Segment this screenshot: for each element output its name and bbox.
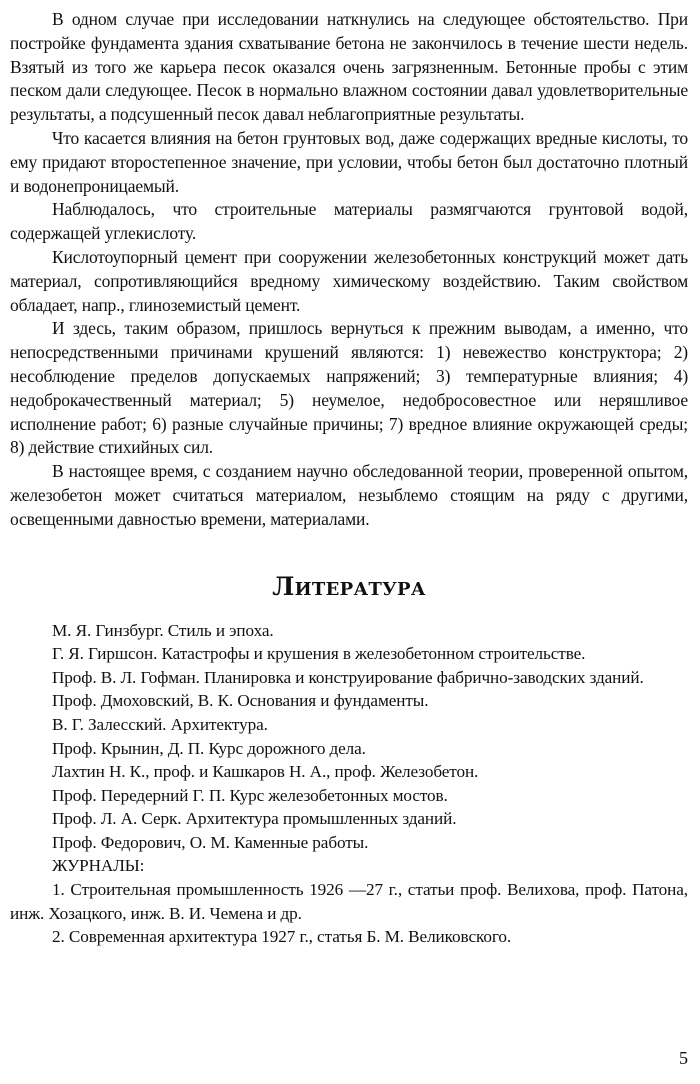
journals-label: ЖУРНАЛЫ: bbox=[52, 856, 145, 876]
paragraph: В одном случае при исследовании наткнулись на следующее обстоятельство. При постройке фундамента здания схватывание бетона не закончилось в течение шести недель. Взятый из того же карьера песок оказался очень загрязненным. Бетонные пробы с этим песком дали следующее. Песок в нормально влажном состоянии давал удовлетворительные результаты, а подсушенный песок давал неблагоприятные результаты. bbox=[10, 9, 688, 125]
paragraph: И здесь, таким образом, пришлось вернуться к прежним выводам, а именно, что непосредственными причинами крушений являются: 1) невежество конструктора; 2) несоблюдение пределов допускаемых напряжений; 3) температурные влияния; 4) недоброкачественный материал; 5) неумелое, недобросовестное или неряшливое исполнение работ; 6) разные случайные причины; 7) вредное влияние окружающей среды; 8) действие стихийных сил. bbox=[10, 318, 688, 458]
paragraph: Кислотоупорный цемент при сооружении железобетонных конструкций может дать материал, сопротивляющийся вредному химическому воздействию. Таким свойством обладает, напр., глиноземистый цемент. bbox=[10, 246, 688, 315]
reference-item: Проф. Дмоховский, В. К. Основания и фундаменты. bbox=[52, 691, 429, 711]
reference-item: Лахтин Н. К., проф. и Кашкаров Н. А., проф. Железобетон. bbox=[52, 762, 479, 782]
reference-item: 1. Строительная промышленность 1926 —27 г., статьи проф. Велихова, проф. Патона, инж. Хозацкого, инж. В. И. Чемена и др. bbox=[10, 880, 688, 923]
page-number: 5 bbox=[679, 1048, 688, 1068]
reference-item: Проф. Передерний Г. П. Курс железобетонных мостов. bbox=[52, 785, 448, 805]
reference-item: Г. Я. Гиршсон. Катастрофы и крушения в железобетонном строительстве. bbox=[52, 644, 586, 664]
reference-item: Проф. В. Л. Гофман. Планировка и конструирование фабрично-заводских зданий. bbox=[52, 667, 644, 687]
body-text bbox=[10, 8, 688, 532]
paragraph: Наблюдалось, что строительные материалы размягчаются грунтовой водой, содержащей углекислоту. bbox=[10, 199, 688, 244]
reference-item: В. Г. Залесский. Архитектура. bbox=[52, 714, 268, 734]
reference-list bbox=[10, 619, 688, 949]
reference-item: Проф. Л. А. Серк. Архитектура промышленных зданий. bbox=[52, 809, 457, 829]
paragraph: В настоящее время, с созданием научно обследованной теории, проверенной опытом, железобетон может считаться материалом, незыблемо стоящим на ряду с другими, освещенными давностью времени, материалами. bbox=[10, 461, 688, 529]
reference-item: М. Я. Гинзбург. Стиль и эпоха. bbox=[52, 620, 274, 640]
reference-item: Проф. Федорович, О. М. Каменные работы. bbox=[52, 832, 369, 852]
document-page bbox=[10, 8, 688, 949]
literature-heading: Литература bbox=[272, 571, 426, 601]
paragraph: Что касается влияния на бетон грунтовых вод, даже содержащих вредные кислоты, то ему придают второстепенное значение, при условии, чтобы бетон был достаточно плотный и водонепроницаемый. bbox=[10, 127, 688, 196]
reference-item: Проф. Крынин, Д. П. Курс дорожного дела. bbox=[52, 738, 366, 758]
reference-item: 2. Современная архитектура 1927 г., статья Б. М. Великовского. bbox=[52, 927, 512, 947]
